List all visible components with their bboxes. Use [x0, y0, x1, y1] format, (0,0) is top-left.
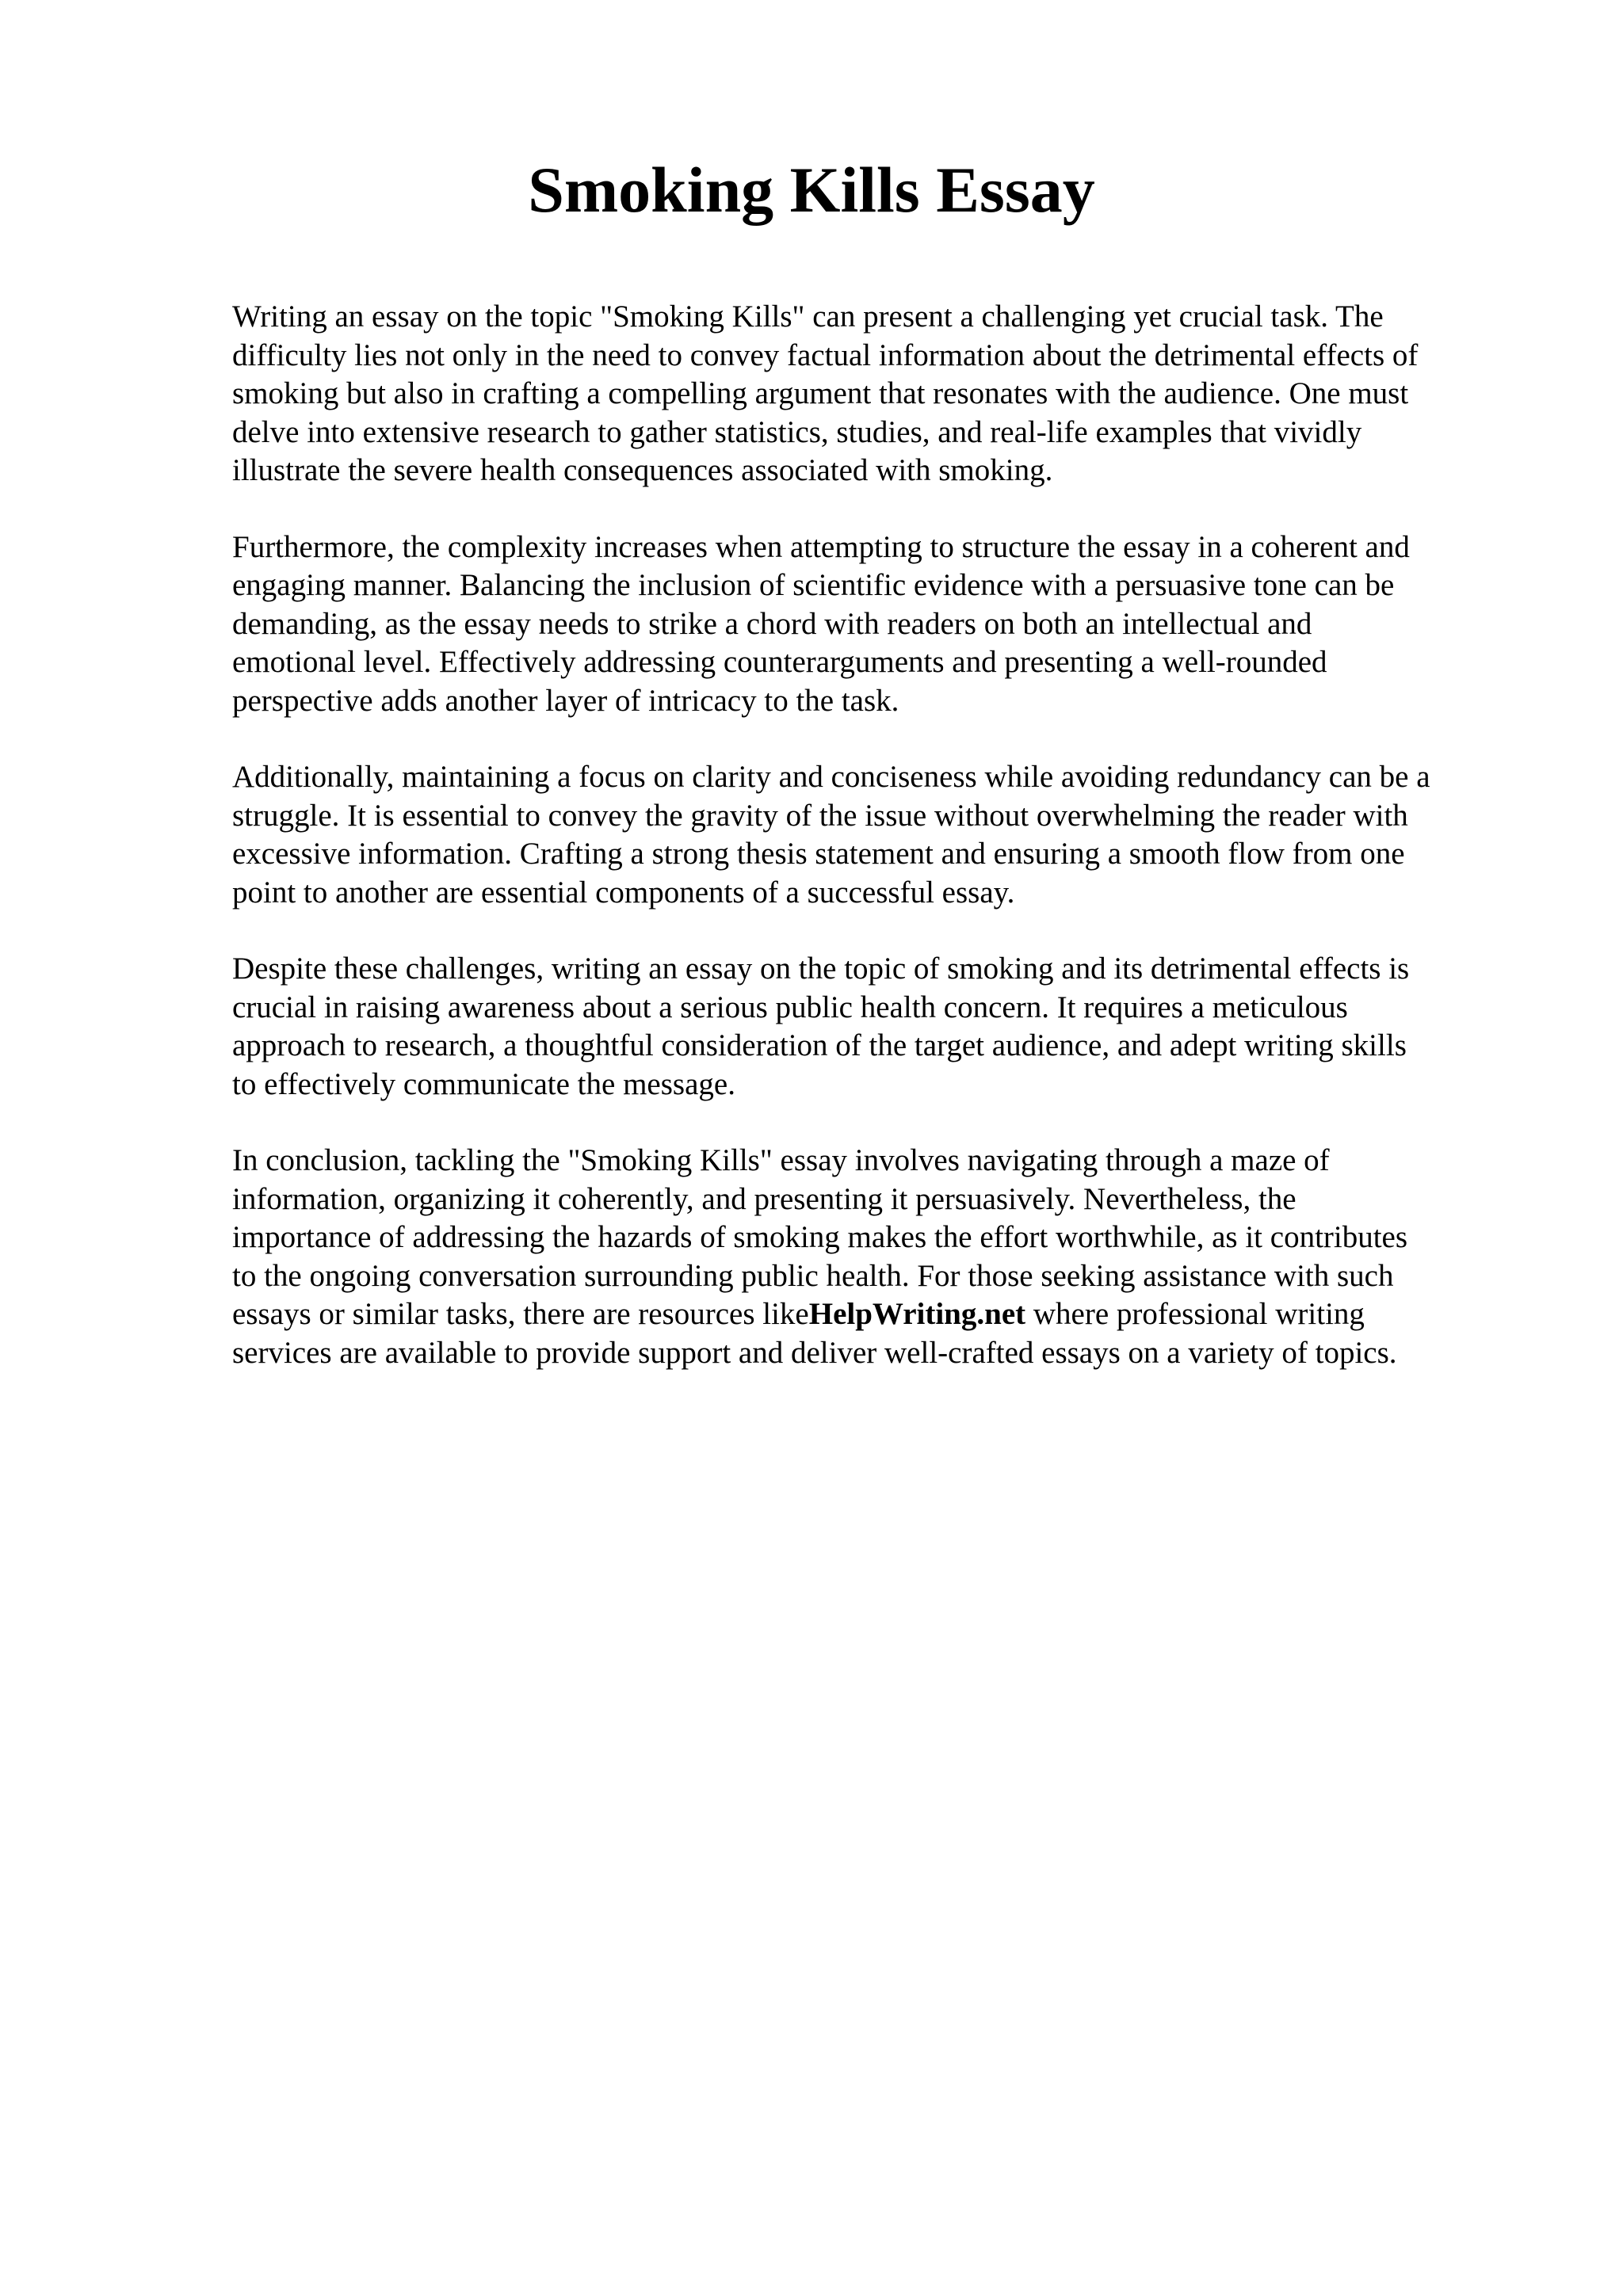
- paragraph-5: [232, 1142, 1532, 1372]
- text-line: Writing an essay on the topic "Smoking Kills" can present a challenging yet crucial task. The: [232, 299, 1384, 334]
- text-line: [232, 1295, 1532, 1334]
- text-line: struggle. It is essential to convey the gravity of the issue without overwhelming the reader with: [232, 798, 1408, 833]
- paragraph-2: [232, 528, 1532, 721]
- text-line: perspective adds another layer of intricacy to the task.: [232, 683, 899, 718]
- text-line: approach to research, a thoughtful consideration of the target audience, and adept writing skills: [232, 1028, 1407, 1062]
- text-line: illustrate the severe health consequences associated with smoking.: [232, 453, 1053, 487]
- text-line: information, organizing it coherently, and presenting it persuasively. Nevertheless, the: [232, 1181, 1296, 1216]
- text-line: demanding, as the essay needs to strike a chord with readers on both an intellectual and: [232, 606, 1312, 641]
- text-line: engaging manner. Balancing the inclusion of scientific evidence with a persuasive tone can be: [232, 568, 1395, 602]
- text-line: smoking but also in crafting a compelling argument that resonates with the audience. One must: [232, 376, 1409, 410]
- text-line: emotional level. Effectively addressing counterarguments and presenting a well-rounded: [232, 645, 1327, 679]
- text-line: In conclusion, tackling the "Smoking Kills" essay involves navigating through a maze of: [232, 1143, 1330, 1177]
- text-segment: where professional writing: [1025, 1297, 1365, 1331]
- text-line: to effectively communicate the message.: [232, 1066, 735, 1101]
- text-line: to the ongoing conversation surrounding public health. For those seeking assistance with such: [232, 1258, 1394, 1293]
- paragraph-3: [232, 758, 1532, 912]
- text-line: importance of addressing the hazards of smoking makes the effort worthwhile, as it contributes: [232, 1220, 1408, 1254]
- text-line: services are available to provide support and deliver well-crafted essays on a variety of topics.: [232, 1335, 1397, 1370]
- text-segment: essays or similar tasks, there are resources like: [232, 1297, 809, 1331]
- text-line: delve into extensive research to gather statistics, studies, and real-life examples that vividly: [232, 414, 1362, 449]
- text-line: difficulty lies not only in the need to convey factual information about the detrimental effects of: [232, 338, 1419, 372]
- paragraph-1: [232, 298, 1532, 490]
- text-line: crucial in raising awareness about a serious public health concern. It requires a meticulous: [232, 990, 1348, 1024]
- text-line: Furthermore, the complexity increases when attempting to structure the essay in a coherent and: [232, 529, 1410, 564]
- text-line: point to another are essential components of a successful essay.: [232, 875, 1015, 910]
- text-line: Despite these challenges, writing an essay on the topic of smoking and its detrimental effects is: [232, 952, 1410, 986]
- text-line: excessive information. Crafting a strong thesis statement and ensuring a smooth flow from one: [232, 837, 1405, 871]
- helpwriting-link[interactable]: HelpWriting.net: [808, 1297, 1026, 1331]
- document-body: [232, 298, 1532, 1410]
- paragraph-4: [232, 950, 1532, 1104]
- text-line: Additionally, maintaining a focus on clarity and conciseness while avoiding redundancy can be a: [232, 760, 1430, 794]
- document-title: Smoking Kills Essay: [528, 154, 1095, 226]
